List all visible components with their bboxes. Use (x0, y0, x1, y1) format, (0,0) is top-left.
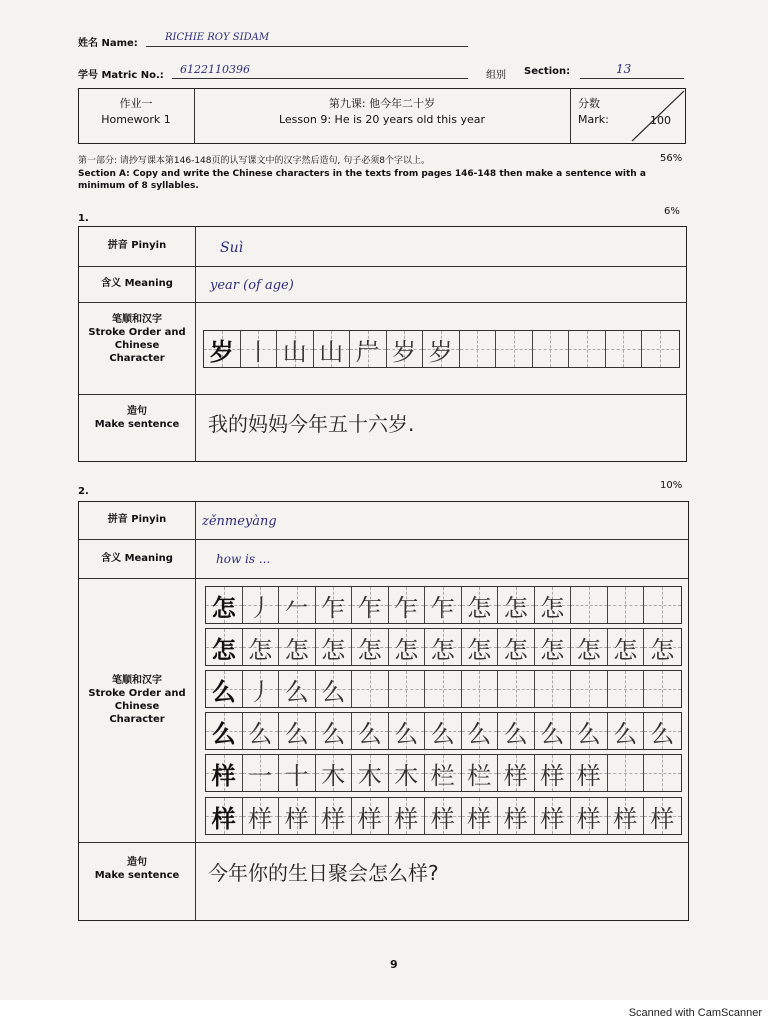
page-number: 9 (390, 958, 398, 971)
stroke-cell (316, 798, 353, 834)
stroke-cell (498, 671, 535, 707)
stroke-char: 丨 (246, 337, 271, 366)
q2-sentence-label: 造句 Make sentence (94, 857, 180, 881)
stroke-cell (243, 713, 280, 749)
stroke-char: 岁 (209, 337, 234, 366)
stroke-char: 丿 (248, 677, 273, 706)
section-a-instruction-cn: 第一部分: 请抄写课本第146-148页的认写课文中的汉字然后造句, 句子必须8个字以上。 (78, 156, 430, 166)
stroke-cell (608, 671, 645, 707)
stroke-cell (644, 755, 681, 791)
stroke-cell (316, 671, 353, 707)
stroke-cell (425, 755, 462, 791)
stroke-cell (206, 798, 243, 834)
stroke-char: 怎 (211, 635, 236, 664)
stroke-cell (277, 331, 314, 367)
q2-stroke-row (205, 797, 682, 835)
stroke-char: 样 (503, 804, 528, 833)
q2-meaning-label: 含义 Meaning (101, 553, 173, 564)
stroke-cell (389, 713, 426, 749)
stroke-cell (243, 798, 280, 834)
stroke-cell (571, 587, 608, 623)
stroke-char: 么 (650, 719, 675, 748)
stroke-char: 么 (467, 719, 492, 748)
stroke-cell (352, 798, 389, 834)
stroke-cell (389, 629, 426, 665)
stroke-char: 么 (248, 719, 273, 748)
stroke-char: 样 (284, 804, 309, 833)
lesson-cn: 第九课: 他今年二十岁 (328, 97, 436, 110)
stroke-char: 么 (430, 719, 455, 748)
stroke-cell (314, 331, 351, 367)
stroke-char: 样 (394, 804, 419, 833)
stroke-cell (535, 671, 572, 707)
stroke-char: 岁 (392, 337, 417, 366)
section-a-instruction-en: Section A: Copy and write the Chinese characters in the texts from pages 146-148 then make a sentence with a minimum of 8 syllables. (78, 169, 646, 191)
q2-stroke-row (205, 670, 682, 708)
stroke-char: 么 (540, 719, 565, 748)
stroke-char: 么 (321, 719, 346, 748)
stroke-cell (316, 587, 353, 623)
q2-stroke-row (205, 754, 682, 792)
stroke-char: 么 (613, 719, 638, 748)
stroke-cell (350, 331, 387, 367)
stroke-cell (241, 331, 278, 367)
q2-sentence-answer: 今年你的生日聚会怎么样? (208, 861, 439, 885)
stroke-cell (352, 587, 389, 623)
stroke-char: 怎 (503, 635, 528, 664)
q1-stroke-grid (203, 330, 680, 368)
mark-en: Mark: (578, 113, 609, 126)
stroke-cell (423, 331, 460, 367)
stroke-cell (389, 798, 426, 834)
stroke-char: 乍 (321, 593, 346, 622)
stroke-char: 样 (321, 804, 346, 833)
q1-pinyin-answer: Suì (220, 240, 244, 256)
stroke-cell (644, 587, 681, 623)
matric-underline (172, 78, 468, 79)
stroke-cell (608, 798, 645, 834)
stroke-char: 怎 (430, 635, 455, 664)
stroke-cell (279, 798, 316, 834)
q2-stroke-row (205, 586, 682, 624)
stroke-cell (462, 629, 499, 665)
stroke-char: 山 (319, 337, 344, 366)
q2-number: 2. (78, 486, 89, 497)
stroke-char: 乍 (394, 593, 419, 622)
homework-en: Homework 1 (101, 113, 171, 126)
stroke-cell (279, 587, 316, 623)
stroke-cell (462, 755, 499, 791)
q1-sentence-answer: 我的妈妈今年五十六岁. (208, 412, 415, 436)
stroke-cell (206, 671, 243, 707)
stroke-cell (608, 629, 645, 665)
stroke-cell (425, 587, 462, 623)
stroke-cell (425, 713, 462, 749)
q2-stroke-label: 笔顺和汉字 Stroke Order and Chinese Character (88, 675, 186, 725)
stroke-char: 栏 (467, 761, 492, 790)
stroke-cell (571, 755, 608, 791)
stroke-cell (206, 587, 243, 623)
stroke-cell (535, 798, 572, 834)
matric-value: 6122110396 (180, 63, 250, 76)
stroke-char: 怎 (576, 635, 601, 664)
matric-label: 学号 Matric No.: (78, 70, 164, 81)
q2-pinyin-answer: zěnmeyàng (202, 514, 277, 529)
stroke-char: 怎 (248, 635, 273, 664)
stroke-char: 样 (248, 804, 273, 833)
stroke-char: 乍 (357, 593, 382, 622)
stroke-cell (498, 587, 535, 623)
stroke-cell (608, 755, 645, 791)
mark-cn: 分数 (578, 97, 600, 110)
stroke-char: 样 (211, 804, 236, 833)
stroke-cell (389, 587, 426, 623)
stroke-char: 岁 (428, 337, 453, 366)
q1-percent: 6% (664, 206, 680, 217)
stroke-char: 乍 (430, 593, 455, 622)
stroke-cell (279, 629, 316, 665)
stroke-cell (243, 671, 280, 707)
stroke-char: 木 (394, 761, 419, 790)
stroke-char: 怎 (467, 635, 492, 664)
stroke-cell (644, 671, 681, 707)
stroke-cell (389, 671, 426, 707)
stroke-char: 样 (576, 804, 601, 833)
stroke-cell (425, 671, 462, 707)
stroke-char: 怎 (467, 593, 492, 622)
stroke-char: 木 (357, 761, 382, 790)
scanner-footer (0, 1000, 768, 1024)
stroke-char: 么 (284, 677, 309, 706)
stroke-char: 样 (540, 804, 565, 833)
stroke-char: 样 (613, 804, 638, 833)
stroke-char: 么 (503, 719, 528, 748)
stroke-cell (425, 629, 462, 665)
stroke-cell (569, 331, 606, 367)
q1-stroke-label: 笔顺和汉字 Stroke Order and Chinese Character (88, 314, 186, 364)
stroke-char: 栏 (430, 761, 455, 790)
stroke-char: 屵 (355, 337, 380, 366)
stroke-cell (462, 671, 499, 707)
stroke-char: 怎 (394, 635, 419, 664)
stroke-cell (498, 713, 535, 749)
stroke-cell (606, 331, 643, 367)
stroke-char: 样 (430, 804, 455, 833)
section-label: Section: (524, 66, 571, 77)
stroke-char: 怎 (540, 635, 565, 664)
stroke-char: 么 (357, 719, 382, 748)
stroke-char: 么 (321, 677, 346, 706)
stroke-cell (316, 713, 353, 749)
stroke-char: 怎 (503, 593, 528, 622)
stroke-cell (389, 755, 426, 791)
stroke-cell (279, 713, 316, 749)
q2-pinyin-label: 拼音 Pinyin (107, 514, 167, 525)
stroke-char: 𠂉 (284, 593, 309, 622)
stroke-char: 怎 (613, 635, 638, 664)
stroke-cell (644, 713, 681, 749)
stroke-char: 么 (576, 719, 601, 748)
q2-stroke-row (205, 628, 682, 666)
lesson-en: Lesson 9: He is 20 years old this year (278, 113, 486, 126)
stroke-cell (608, 587, 645, 623)
stroke-cell (204, 331, 241, 367)
stroke-cell (243, 587, 280, 623)
stroke-cell (496, 331, 533, 367)
q2-stroke-row (205, 712, 682, 750)
stroke-char: 样 (211, 761, 236, 790)
section-value: 13 (616, 62, 632, 76)
stroke-char: 山 (282, 337, 307, 366)
stroke-char: 怎 (284, 635, 309, 664)
stroke-char: 怎 (650, 635, 675, 664)
stroke-cell (206, 755, 243, 791)
stroke-cell (571, 629, 608, 665)
stroke-cell (498, 755, 535, 791)
stroke-char: 怎 (211, 593, 236, 622)
q2-percent: 10% (660, 480, 683, 491)
q1-number: 1. (78, 213, 89, 224)
homework-cn: 作业一 (119, 97, 153, 110)
name-value: RICHIE ROY SIDAM (165, 32, 270, 43)
stroke-char: 么 (284, 719, 309, 748)
stroke-cell (498, 798, 535, 834)
stroke-char: 样 (503, 761, 528, 790)
stroke-cell (571, 671, 608, 707)
stroke-char: 样 (540, 761, 565, 790)
stroke-cell (535, 629, 572, 665)
section-underline (580, 78, 684, 79)
stroke-char: 木 (321, 761, 346, 790)
stroke-cell (644, 798, 681, 834)
stroke-char: 样 (357, 804, 382, 833)
stroke-char: 么 (211, 719, 236, 748)
section-cn-label: 组别 (486, 70, 506, 81)
stroke-cell (316, 629, 353, 665)
q1-meaning-label: 含义 Meaning (101, 278, 173, 289)
q1-sentence-label: 造句 Make sentence (94, 406, 180, 430)
stroke-cell (206, 713, 243, 749)
stroke-cell (460, 331, 497, 367)
stroke-cell (644, 629, 681, 665)
stroke-cell (279, 671, 316, 707)
q1-meaning-answer: year (of age) (210, 278, 294, 293)
stroke-cell (352, 713, 389, 749)
scanner-watermark: Scanned with CamScanner (628, 1007, 762, 1019)
stroke-cell (535, 755, 572, 791)
stroke-cell (352, 629, 389, 665)
stroke-cell (352, 671, 389, 707)
name-underline (146, 46, 468, 47)
stroke-cell (571, 798, 608, 834)
stroke-cell (387, 331, 424, 367)
stroke-cell (206, 629, 243, 665)
stroke-char: 一 (248, 761, 273, 790)
stroke-cell (352, 755, 389, 791)
section-a-percent: 56% (660, 153, 683, 164)
stroke-cell (462, 798, 499, 834)
stroke-char: 丿 (248, 593, 273, 622)
stroke-char: 样 (576, 761, 601, 790)
stroke-cell (425, 798, 462, 834)
stroke-char: 么 (211, 677, 236, 706)
stroke-cell (535, 713, 572, 749)
stroke-cell (533, 331, 570, 367)
stroke-cell (462, 713, 499, 749)
stroke-char: 十 (284, 761, 309, 790)
mark-total: 100 (650, 114, 671, 127)
stroke-char: 怎 (357, 635, 382, 664)
stroke-char: 怎 (321, 635, 346, 664)
stroke-cell (279, 755, 316, 791)
name-label: 姓名 Name: (78, 38, 138, 49)
stroke-cell (243, 629, 280, 665)
stroke-cell (316, 755, 353, 791)
stroke-cell (642, 331, 679, 367)
stroke-cell (608, 713, 645, 749)
stroke-char: 样 (650, 804, 675, 833)
stroke-cell (498, 629, 535, 665)
stroke-cell (243, 755, 280, 791)
stroke-cell (535, 587, 572, 623)
stroke-char: 怎 (540, 593, 565, 622)
stroke-char: 样 (467, 804, 492, 833)
stroke-cell (462, 587, 499, 623)
q2-meaning-answer: how is ... (216, 552, 271, 566)
stroke-cell (571, 713, 608, 749)
stroke-char: 么 (394, 719, 419, 748)
q1-pinyin-label: 拼音 Pinyin (107, 240, 167, 251)
